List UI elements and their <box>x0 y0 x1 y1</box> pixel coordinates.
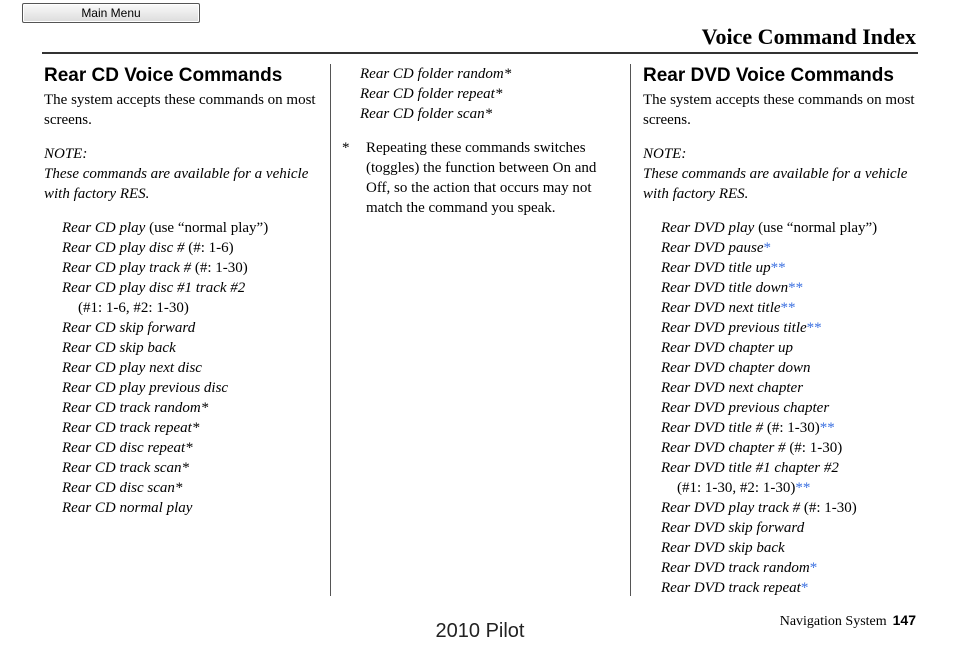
command-item: Rear CD track random* <box>62 400 209 416</box>
footnote-text: Repeating these commands switches (toggles) the function between On and Off, so the action that occurs may not match the command you speak. <box>366 140 597 216</box>
command-item: Rear CD track scan* <box>62 460 190 476</box>
command-item: Rear DVD pause* <box>661 240 771 256</box>
command-item: Rear CD play previous disc <box>62 380 229 396</box>
command-item: Rear CD play (use “normal play”) <box>62 220 269 236</box>
command-item: Rear DVD skip forward <box>661 520 805 536</box>
watermark: 2010 Pilot <box>435 620 525 642</box>
command-item: Rear CD skip back <box>62 340 176 356</box>
command-item: Rear CD play disc # (#: 1-6) <box>62 240 234 256</box>
command-item: Rear DVD track random* <box>661 560 818 576</box>
command-item: Rear CD folder repeat* <box>360 86 503 102</box>
command-item: Rear DVD play track # (#: 1-30) <box>661 500 857 516</box>
rear-dvd-column <box>643 64 925 598</box>
middle-column <box>342 64 622 218</box>
command-item: Rear DVD previous title** <box>661 320 822 336</box>
command-item: Rear DVD title up** <box>661 260 786 276</box>
book-title: Navigation System <box>779 614 887 629</box>
command-item: Rear DVD chapter # (#: 1-30) <box>661 440 843 456</box>
page-number: 147 <box>892 612 916 628</box>
command-item: Rear CD disc scan* <box>62 480 183 496</box>
note-label: NOTE: <box>643 146 687 162</box>
column-divider <box>330 64 331 596</box>
command-item: Rear DVD play (use “normal play”) <box>661 220 878 236</box>
footnote-mark: * <box>342 140 350 156</box>
command-item: Rear DVD chapter up <box>661 340 794 356</box>
command-item: Rear DVD chapter down <box>661 360 811 376</box>
title-divider <box>42 52 918 54</box>
column-divider <box>630 64 631 596</box>
command-item: Rear CD folder scan* <box>360 106 493 122</box>
command-item: Rear CD skip forward <box>62 320 196 336</box>
section-title: Voice Command Index <box>701 24 916 49</box>
command-item: Rear DVD next chapter <box>661 380 804 396</box>
command-item: Rear DVD title # (#: 1-30)** <box>661 420 835 436</box>
command-item: Rear DVD skip back <box>661 540 785 556</box>
command-item: Rear DVD next title** <box>661 300 796 316</box>
command-item: Rear CD track repeat* <box>62 420 200 436</box>
main-menu-button[interactable]: Main Menu <box>22 3 200 23</box>
command-item: Rear CD folder random* <box>360 66 512 82</box>
rear-dvd-heading: Rear DVD Voice Commands <box>643 65 894 86</box>
note-text: These commands are available for a vehicle with factory RES. <box>44 166 309 202</box>
rear-cd-column <box>44 64 320 518</box>
command-item: Rear CD play next disc <box>62 360 202 376</box>
command-item: Rear CD play disc #1 track #2 (#1: 1-6, #2: 1-30) <box>62 280 246 316</box>
intro-text: The system accepts these commands on most screens. <box>44 92 316 128</box>
command-item: Rear CD disc repeat* <box>62 440 193 456</box>
command-item: Rear DVD previous chapter <box>661 400 830 416</box>
note-label: NOTE: <box>44 146 88 162</box>
footnote <box>342 138 622 218</box>
command-item: Rear CD normal play <box>62 500 193 516</box>
command-item: Rear CD play track # (#: 1-30) <box>62 260 248 276</box>
note-text: These commands are available for a vehicle with factory RES. <box>643 166 908 202</box>
command-item: Rear DVD title down** <box>661 280 804 296</box>
command-item: Rear DVD title #1 chapter #2 (#1: 1-30, #2: 1-30)** <box>661 460 839 496</box>
rear-cd-heading: Rear CD Voice Commands <box>44 65 283 86</box>
intro-text: The system accepts these commands on most screens. <box>643 92 915 128</box>
command-item: Rear DVD track repeat* <box>661 580 809 596</box>
